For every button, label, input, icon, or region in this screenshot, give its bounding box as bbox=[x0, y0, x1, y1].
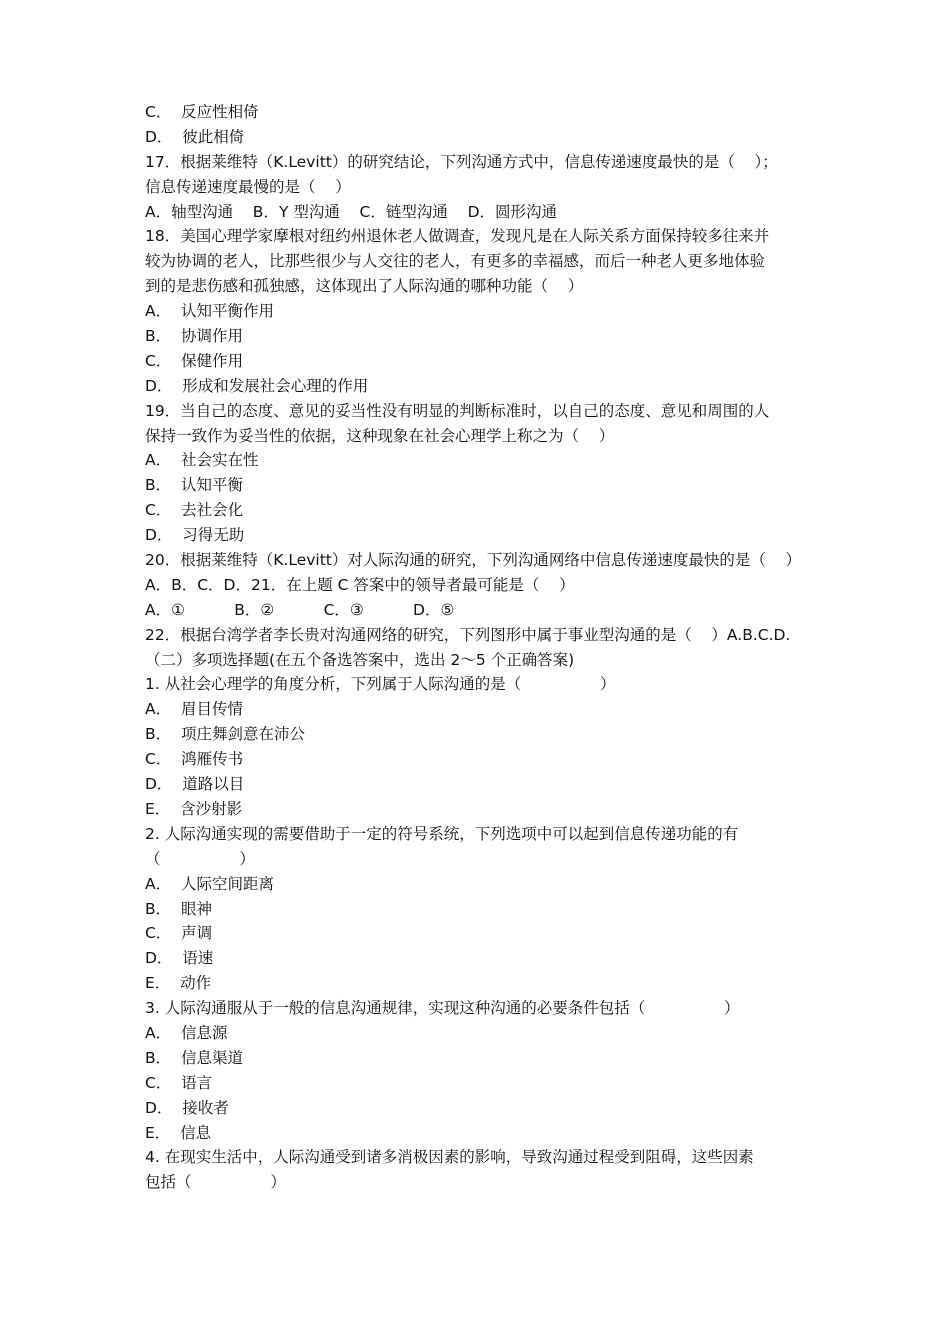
text-line: A．① B．② C．③ D．⑤ bbox=[145, 600, 455, 619]
text-line: 3. 人际沟通服从于一般的信息沟通规律，实现这种沟通的必要条件包括（ ） bbox=[145, 999, 740, 1018]
text-line: D． 接收者 bbox=[145, 1098, 229, 1117]
text-line: 较为协调的老人，比那些很少与人交往的老人，有更多的幸福感，而后一种老人更多地体验 bbox=[145, 252, 766, 271]
text-line: 22．根据台湾学者李长贵对沟通网络的研究，下列图形中属于事业型沟通的是（ ）A.B.C.D. bbox=[145, 625, 791, 644]
text-line: B． 认知平衡 bbox=[145, 476, 243, 495]
text-line: 2. 人际沟通实现的需要借助于一定的符号系统，下列选项中可以起到信息传递功能的有 bbox=[145, 824, 739, 843]
text-line: D． 道路以目 bbox=[145, 775, 245, 794]
text-line: 信息传递速度最慢的是（ ） bbox=[145, 177, 351, 196]
text-line: A． 认知平衡作用 bbox=[145, 302, 274, 321]
text-line: E． 动作 bbox=[145, 974, 212, 993]
text-line: C． 保健作用 bbox=[145, 351, 244, 370]
text-line: A．B．C．D．21．在上题 C 答案中的领导者最可能是（ ） bbox=[145, 575, 575, 594]
text-line: A． 信息源 bbox=[145, 1023, 228, 1042]
text-line: 保持一致作为妥当性的依据，这种现象在社会心理学上称之为（ ） bbox=[145, 426, 615, 445]
text-line: C． 反应性相倚 bbox=[145, 103, 259, 121]
text-line: 包括（ ） bbox=[145, 1173, 286, 1192]
text-line: C． 鸿雁传书 bbox=[145, 750, 244, 769]
text-line: D． 习得无助 bbox=[145, 526, 245, 545]
text-line: B． 眼神 bbox=[145, 899, 212, 918]
text-line: E． 含沙射影 bbox=[145, 799, 243, 818]
text-line: （二）多项选择题(在五个备选答案中，选出 2～5 个正确答案) bbox=[145, 650, 575, 669]
text-line: A．轴型沟通 B．Y 型沟通 C．链型沟通 D．圆形沟通 bbox=[145, 202, 558, 221]
text-line: B． 信息渠道 bbox=[145, 1048, 243, 1067]
text-line: B． 协调作用 bbox=[145, 327, 243, 346]
text-line: 4. 在现实生活中，人际沟通受到诸多消极因素的影响，导致沟通过程受到阻碍，这些因素 bbox=[145, 1148, 754, 1167]
text-line: A． 社会实在性 bbox=[145, 451, 259, 470]
text-line: D． 语速 bbox=[145, 949, 214, 968]
text-line: A． 人际空间距离 bbox=[145, 874, 274, 893]
text-line: 17．根据莱维特（K.Levitt）的研究结论，下列沟通方式中，信息传递速度最快的是（ ）； bbox=[145, 152, 778, 171]
text-line: C． 去社会化 bbox=[145, 501, 244, 520]
text-line: C． 声调 bbox=[145, 924, 213, 943]
text-line: B． 项庄舞剑意在沛公 bbox=[145, 725, 305, 744]
text-line: 到的是悲伤感和孤独感，这体现出了人际沟通的哪种功能（ ） bbox=[145, 277, 584, 296]
text-line: 18．美国心理学家摩根对纽约州退休老人做调查，发现凡是在人际关系方面保持较多往来并 bbox=[145, 227, 770, 246]
text-line: 1. 从社会心理学的角度分析，下列属于人际沟通的是（ ） bbox=[145, 675, 616, 694]
text-line: D． 彼此相倚 bbox=[145, 127, 245, 146]
text-line: C． 语言 bbox=[145, 1073, 213, 1092]
text-line: D． 形成和发展社会心理的作用 bbox=[145, 376, 369, 395]
text-line: 20．根据莱维特（K.Levitt）对人际沟通的研究，下列沟通网络中信息传递速度最快的是（ ） bbox=[145, 551, 802, 570]
text-line: E． 信息 bbox=[145, 1123, 212, 1142]
text-line: 19．当自己的态度、意见的妥当性没有明显的判断标准时，以自己的态度、意见和周围的人 bbox=[145, 401, 770, 420]
text-line: （ ） bbox=[145, 849, 255, 868]
text-line: A． 眉目传情 bbox=[145, 700, 243, 719]
